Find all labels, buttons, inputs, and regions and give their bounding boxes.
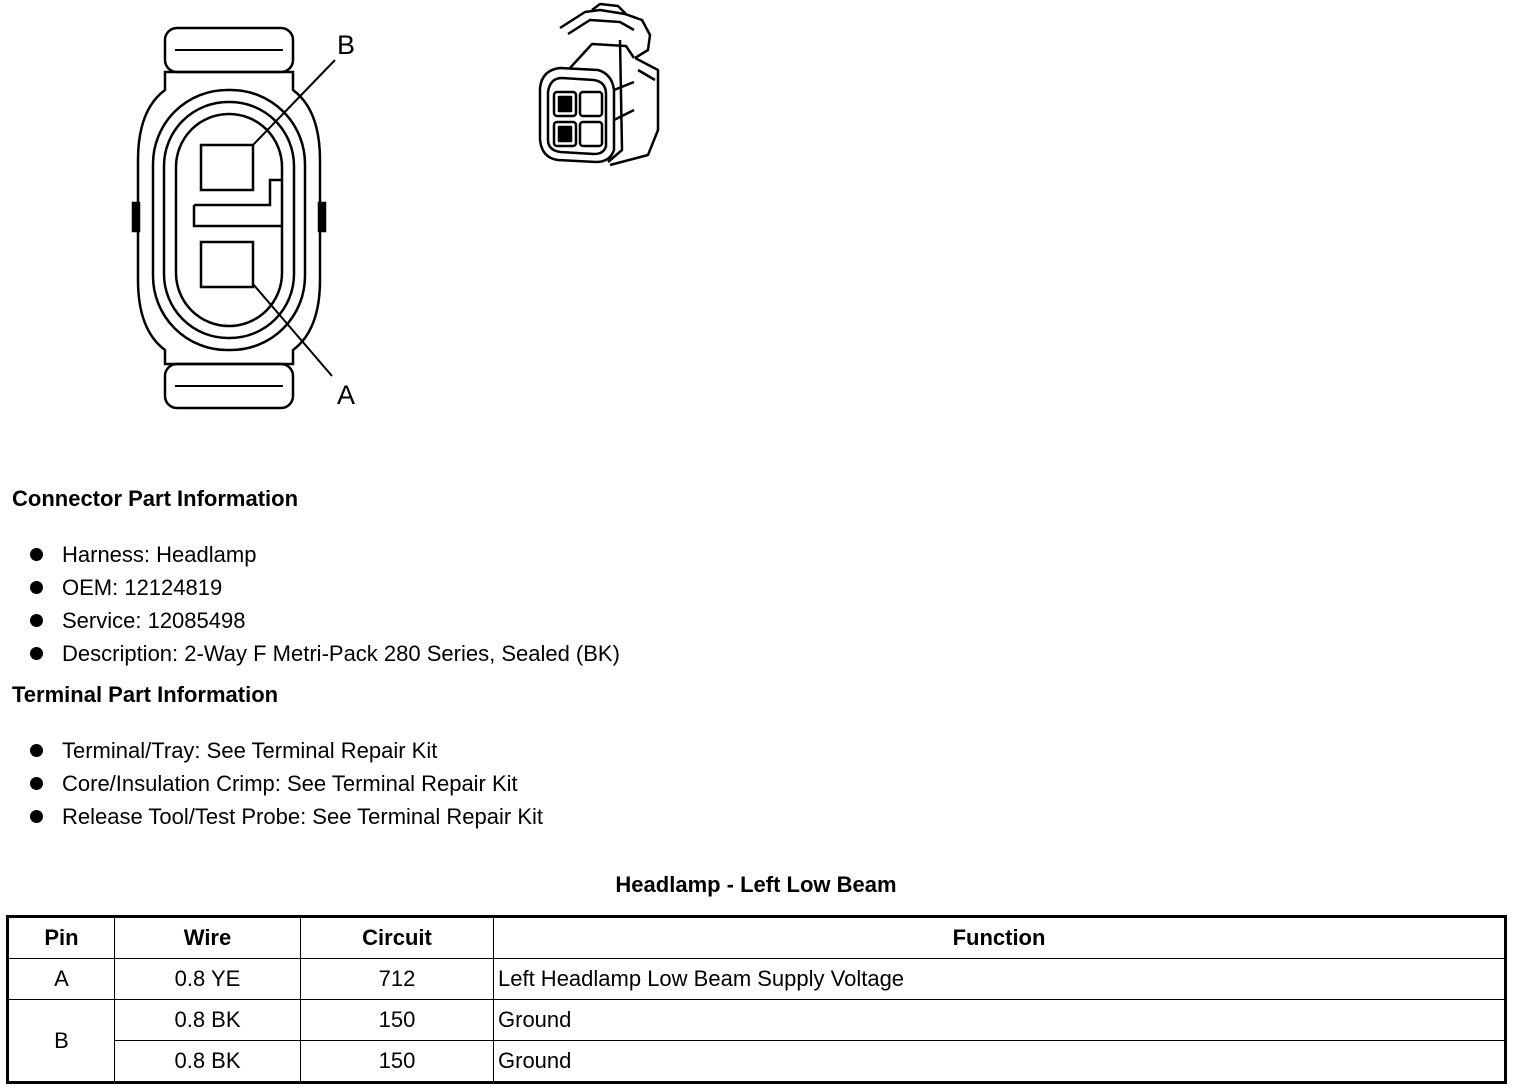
list-item-text: Service: 12085498 bbox=[62, 608, 246, 633]
function-cell: Ground bbox=[494, 1000, 1506, 1041]
pin-cell: B bbox=[8, 1000, 115, 1083]
terminal-info-list bbox=[28, 734, 543, 833]
circuit-cell: 150 bbox=[301, 1041, 494, 1083]
pin-label-a: A bbox=[337, 380, 356, 410]
table-title: Headlamp - Left Low Beam bbox=[615, 872, 897, 897]
bullet-icon bbox=[30, 581, 43, 594]
pin-cell: A bbox=[8, 959, 115, 1000]
table-header-row bbox=[8, 917, 1506, 959]
connector-isometric-diagram bbox=[530, 0, 680, 180]
table-row bbox=[8, 959, 1506, 1000]
list-item bbox=[28, 637, 620, 670]
circuit-cell: 150 bbox=[301, 1000, 494, 1041]
bullet-icon bbox=[30, 777, 43, 790]
list-item-text: Harness: Headlamp bbox=[62, 542, 257, 567]
bullet-icon bbox=[30, 810, 43, 823]
terminal-info-heading: Terminal Part Information bbox=[12, 682, 279, 707]
list-item-text: Terminal/Tray: See Terminal Repair Kit bbox=[62, 738, 438, 763]
column-header-circuit: Circuit bbox=[301, 917, 494, 959]
connector-info-heading: Connector Part Information bbox=[12, 486, 299, 511]
list-item bbox=[28, 571, 620, 604]
function-cell: Ground bbox=[494, 1041, 1506, 1083]
pinout-table bbox=[6, 915, 1507, 1084]
wire-cell: 0.8 YE bbox=[115, 959, 301, 1000]
circuit-cell: 712 bbox=[301, 959, 494, 1000]
connector-info-list bbox=[28, 538, 620, 670]
list-item bbox=[28, 767, 543, 800]
list-item-text: OEM: 12124819 bbox=[62, 575, 223, 600]
bullet-icon bbox=[30, 647, 43, 660]
table-row bbox=[8, 1000, 1506, 1041]
wire-cell: 0.8 BK bbox=[115, 1000, 301, 1041]
bullet-icon bbox=[30, 744, 43, 757]
bullet-icon bbox=[30, 614, 43, 627]
list-item-text: Description: 2-Way F Metri-Pack 280 Series, Sealed (BK) bbox=[62, 641, 620, 666]
column-header-pin: Pin bbox=[8, 917, 115, 959]
list-item-text: Core/Insulation Crimp: See Terminal Repair Kit bbox=[62, 771, 518, 796]
column-header-wire: Wire bbox=[115, 917, 301, 959]
list-item-text: Release Tool/Test Probe: See Terminal Repair Kit bbox=[62, 804, 543, 829]
list-item bbox=[28, 604, 620, 637]
wire-cell: 0.8 BK bbox=[115, 1041, 301, 1083]
list-item bbox=[28, 734, 543, 767]
column-header-function: Function bbox=[494, 917, 1506, 959]
pin-label-b: B bbox=[337, 30, 356, 60]
list-item bbox=[28, 538, 620, 571]
table-row bbox=[8, 1041, 1506, 1083]
bullet-icon bbox=[30, 548, 43, 561]
list-item bbox=[28, 800, 543, 833]
connector-face-diagram bbox=[120, 20, 380, 420]
function-cell: Left Headlamp Low Beam Supply Voltage bbox=[494, 959, 1506, 1000]
